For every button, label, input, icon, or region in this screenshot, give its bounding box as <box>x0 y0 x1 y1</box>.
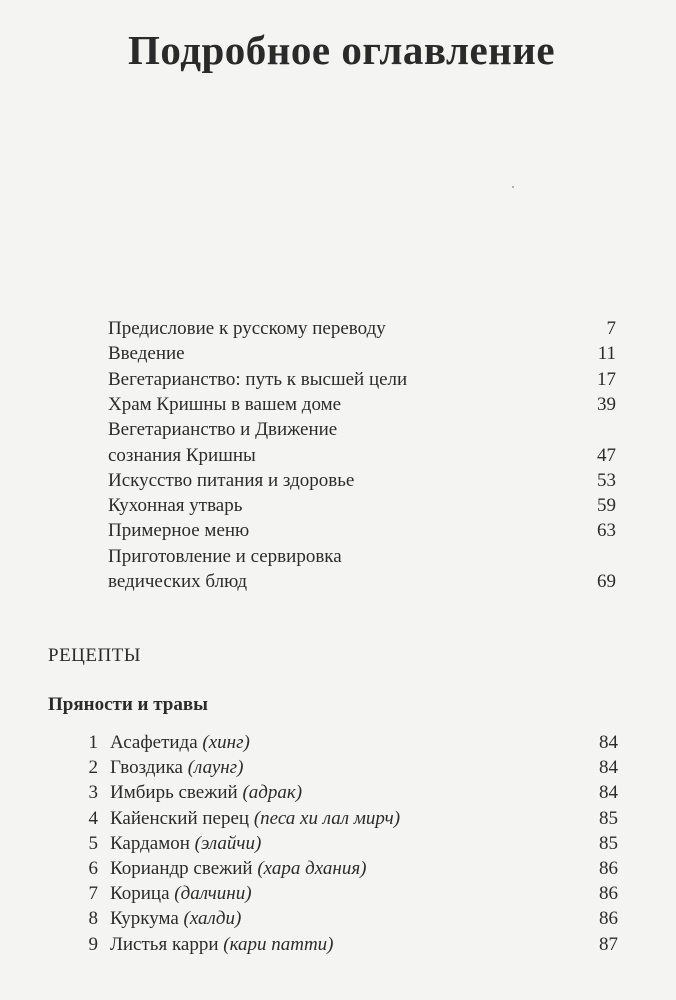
recipe-entry <box>0 731 618 755</box>
toc-entry-page: 47 <box>597 445 616 466</box>
recipe-alt-name: (элайчи) <box>194 833 262 854</box>
toc-entry <box>0 519 616 543</box>
toc-entry-page: 17 <box>597 369 616 390</box>
toc-entry <box>0 444 616 468</box>
recipe-page: 86 <box>599 858 618 879</box>
recipe-name: Кардамон <box>110 833 190 854</box>
recipe-page: 84 <box>599 732 618 753</box>
recipe-page: 84 <box>599 757 618 778</box>
toc-entry <box>0 317 616 341</box>
toc-entry-title: ведических блюд <box>108 571 247 592</box>
recipe-number: 4 <box>88 808 98 829</box>
toc-entry-title: Введение <box>108 343 185 364</box>
recipe-title <box>110 857 367 881</box>
recipe-title <box>110 907 241 931</box>
recipe-title <box>110 933 334 957</box>
recipe-name: Листья карри <box>110 934 219 955</box>
recipe-name: Корица <box>110 883 170 904</box>
recipe-entry <box>0 807 618 831</box>
recipe-name: Куркума <box>110 908 179 929</box>
toc-entry <box>0 393 616 417</box>
recipe-number: 6 <box>88 858 98 879</box>
recipe-number: 5 <box>88 833 98 854</box>
toc-entry-page: 53 <box>597 470 616 491</box>
recipe-number: 2 <box>88 757 98 778</box>
recipe-page: 87 <box>599 934 618 955</box>
recipe-alt-name: (лаунг) <box>187 757 244 778</box>
recipe-number: 8 <box>88 908 98 929</box>
toc-entry <box>0 545 616 569</box>
toc-entry-title: Вегетарианство: путь к высшей цели <box>108 369 408 390</box>
recipe-name: Кориандр свежий <box>110 858 253 879</box>
toc-entry <box>0 342 616 366</box>
recipe-title <box>110 781 302 805</box>
toc-entry-title: Искусство питания и здоровье <box>108 470 355 491</box>
recipe-title <box>110 807 400 831</box>
recipe-alt-name: (кари патти) <box>223 934 334 955</box>
recipe-name: Асафетида <box>110 732 198 753</box>
recipe-title <box>110 731 250 755</box>
toc-entry-page: 7 <box>606 318 616 339</box>
toc-entry <box>0 469 616 493</box>
toc-entry-title: Вегетарианство и Движение <box>108 419 338 440</box>
recipe-alt-name: (адрак) <box>242 782 303 803</box>
toc-entry-page: 11 <box>597 343 616 364</box>
recipe-title <box>110 882 252 906</box>
recipe-name: Гвоздика <box>110 757 183 778</box>
recipe-name: Имбирь свежий <box>110 782 238 803</box>
toc-entry <box>0 570 616 594</box>
recipe-entry <box>0 882 618 906</box>
recipe-entry <box>0 907 618 931</box>
paper-speck <box>512 186 514 188</box>
recipe-alt-name: (халди) <box>183 908 242 929</box>
toc-entry-page: 69 <box>597 571 616 592</box>
subsection-heading: Пряности и травы <box>48 694 208 715</box>
toc-entry-page: 63 <box>597 520 616 541</box>
toc-entry-title: Предисловие к русскому переводу <box>108 318 386 339</box>
recipe-name: Кайенский перец <box>110 808 250 829</box>
toc-entry-title: Примерное меню <box>108 520 250 541</box>
toc-entry-title: Храм Кришны в вашем доме <box>108 394 342 415</box>
recipe-alt-name: (хинг) <box>202 732 250 753</box>
recipe-alt-name: (хара дхания) <box>257 858 367 879</box>
recipe-entry <box>0 933 618 957</box>
recipe-alt-name: (песа хи лал мирч) <box>253 808 401 829</box>
recipe-title <box>110 832 261 856</box>
toc-entry-title: сознания Кришны <box>108 445 256 466</box>
recipe-alt-name: (далчини) <box>174 883 252 904</box>
recipe-page: 85 <box>599 833 618 854</box>
toc-entry-page: 59 <box>597 495 616 516</box>
toc-entry <box>0 418 616 442</box>
recipe-entry <box>0 857 618 881</box>
recipe-number: 1 <box>88 732 98 753</box>
toc-entry-title: Приготовление и сервировка <box>108 546 342 567</box>
toc-entry-page: 39 <box>597 394 616 415</box>
recipe-page: 86 <box>599 883 618 904</box>
recipe-page: 84 <box>599 782 618 803</box>
toc-entry <box>0 494 616 518</box>
recipe-entry <box>0 781 618 805</box>
section-heading: РЕЦЕПТЫ <box>48 645 141 666</box>
recipe-page: 85 <box>599 808 618 829</box>
recipe-entry <box>0 756 618 780</box>
recipe-entry <box>0 832 618 856</box>
page-title: Подробное оглавление <box>128 27 556 73</box>
toc-entry-title: Кухонная утварь <box>108 495 243 516</box>
toc-entry <box>0 368 616 392</box>
recipe-number: 3 <box>88 782 98 803</box>
recipe-page: 86 <box>599 908 618 929</box>
recipe-number: 9 <box>88 934 98 955</box>
recipe-title <box>110 756 243 780</box>
recipe-number: 7 <box>88 883 98 904</box>
